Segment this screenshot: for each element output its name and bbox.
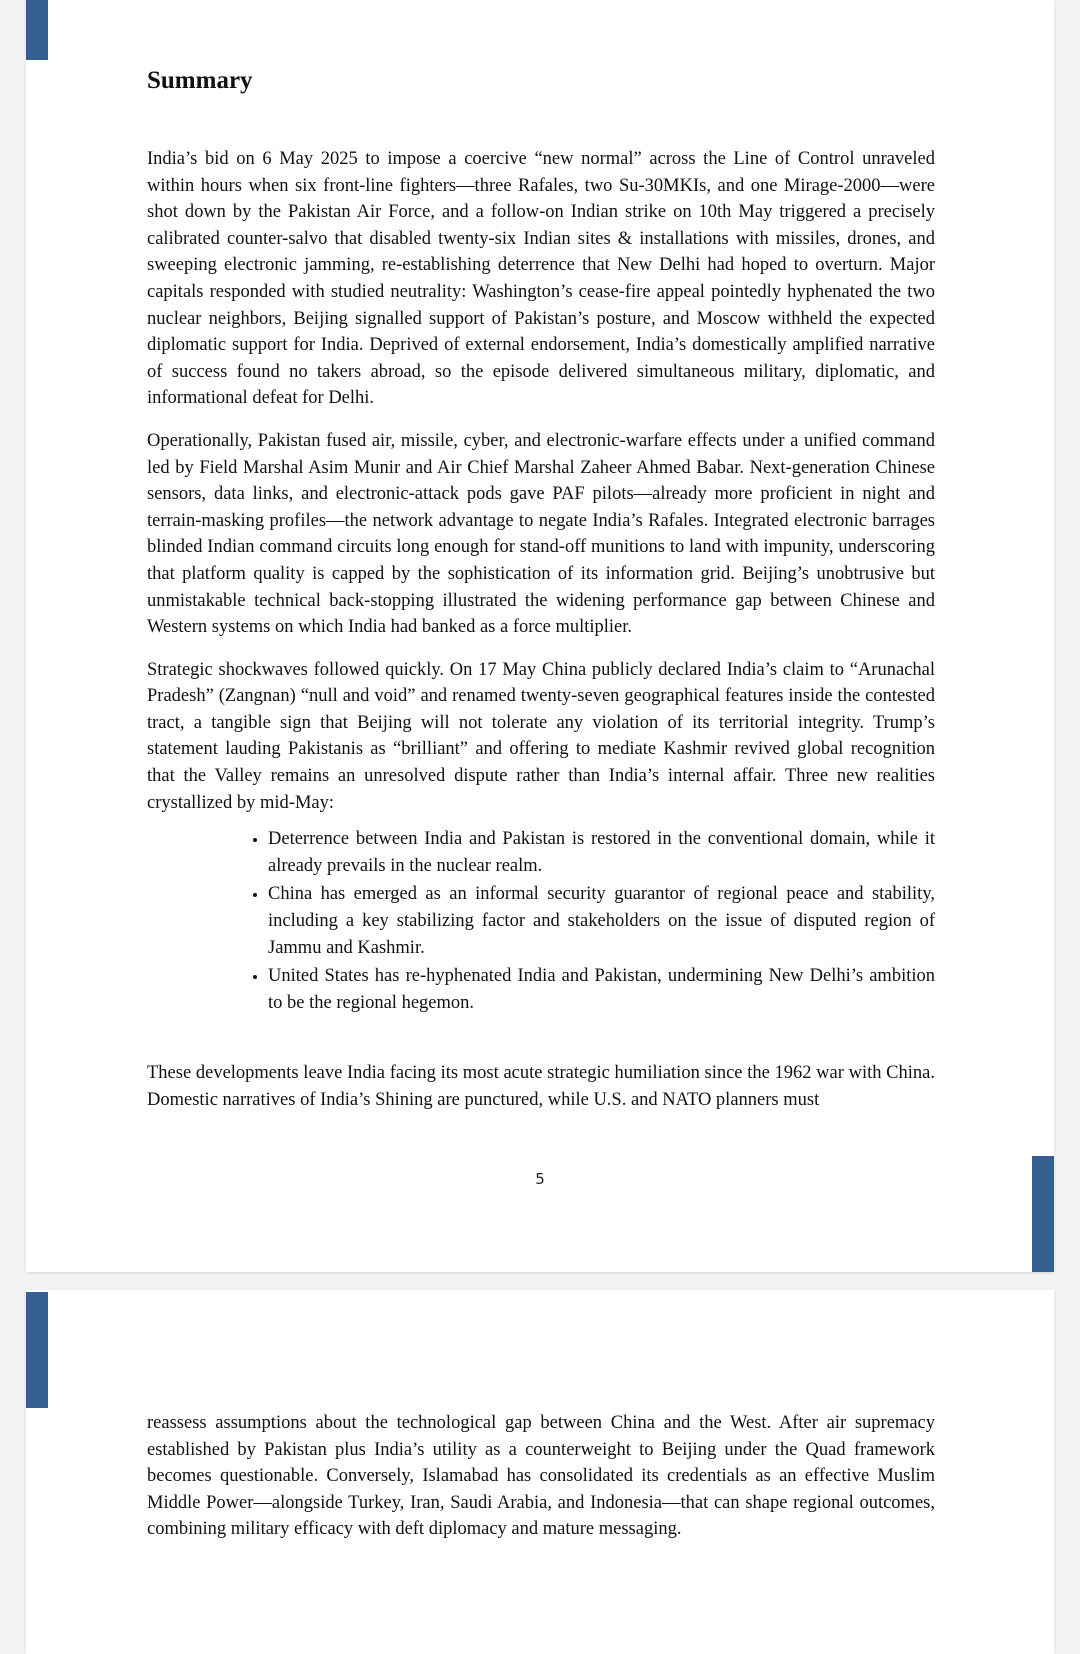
page-corner-tab [1032,1156,1054,1272]
bullet-item: • China has emerged as an informal security guarantor of regional peace and stability, including a key stabilizing factor and stakeholders on the issue of disputed region of Jammu and Kashmir. [268,881,935,961]
paragraph: reassess assumptions about the technological gap between China and the West. After air supremacy established by Pakistan plus India’s utility as a counterweight to Beijing under the Quad framework becomes questionable. Conversely, Islamabad has consolidated its credentials as an effective Muslim Middle Power—alongside Turkey, Iran, Saudi Arabia, and Indonesia—that can shape regional outcomes, combining military efficacy with deft diplomacy and mature messaging. [147,1413,935,1540]
bullet-list [147,826,935,1016]
page-content [147,62,935,1130]
document-page-6 [26,1290,1054,1654]
page-corner-tab [26,1292,48,1408]
page-number: 5 [535,1170,545,1188]
document-page-5 [26,0,1054,1272]
page-corner-tab [26,0,48,60]
section-heading: Summary [147,67,253,94]
paragraph: India’s bid on 6 May 2025 to impose a coercive “new normal” across the Line of Control unraveled within hours when six front-line fighters—three Rafales, two Su-30MKIs, and one Mirage-2000—were shot down by the Pakistan Air Force, and a follow-on Indian strike on 10th May triggered a precisely calibrated counter-salvo that disabled twenty-six Indian sites & installations with missiles, drones, and sweeping electronic jamming, re-establishing deterrence that New Delhi had hoped to overturn. Major capitals responded with studied neutrality: Washington’s cease-fire appeal pointedly hyphenated the two nuclear neighbors, Beijing signalled support of Pakistan’s posture, and Moscow withheld the expected diplomatic support for India. Deprived of external endorsement, India’s domestically amplified narrative of success found no takers abroad, so the episode delivered simultaneous military, diplomatic, and informational defeat for Delhi. [147,149,935,409]
paragraph: These developments leave India facing its most acute strategic humiliation since the 1962 war with China. Domestic narratives of India’s Shining are punctured, while U.S. and NATO planners must [147,1063,935,1110]
paragraph: Operationally, Pakistan fused air, missile, cyber, and electronic-warfare effects under a unified command led by Field Marshal Asim Munir and Air Chief Marshal Zaheer Ahmed Babar. Next-generation Chinese sensors, data links, and electronic-attack pods gave PAF pilots—already more proficient in night and terrain-masking profiles—the network advantage to negate India’s Rafales. Integrated electronic barrages blinded Indian command circuits long enough for stand-off munitions to land with impunity, underscoring that platform quality is capped by the sophistication of its information grid. Beijing’s unobtrusive but unmistakable technical back-stopping illustrated the widening performance gap between Chinese and Western systems on which India had banked as a force multiplier. [147,430,935,638]
bullet-item: • United States has re-hyphenated India and Pakistan, undermining New Delhi’s ambition to be the regional hegemon. [268,963,935,1016]
bullet-item: • Deterrence between India and Pakistan is restored in the conventional domain, while it already prevails in the nuclear realm. [268,826,935,879]
page-content [147,1410,935,1559]
paragraph: Strategic shockwaves followed quickly. On 17 May China publicly declared India’s claim to “Arunachal Pradesh” (Zangnan) “null and void” and renamed twenty-seven geographical features inside the contested tract, a tangible sign that Beijing will not tolerate any violation of its territorial integrity. Trump’s statement lauding Pakistanis as “brilliant” and offering to mediate Kashmir revived global recognition that the Valley remains an unresolved dispute rather than India’s internal affair. Three new realities crystallized by mid-May: [147,659,935,813]
